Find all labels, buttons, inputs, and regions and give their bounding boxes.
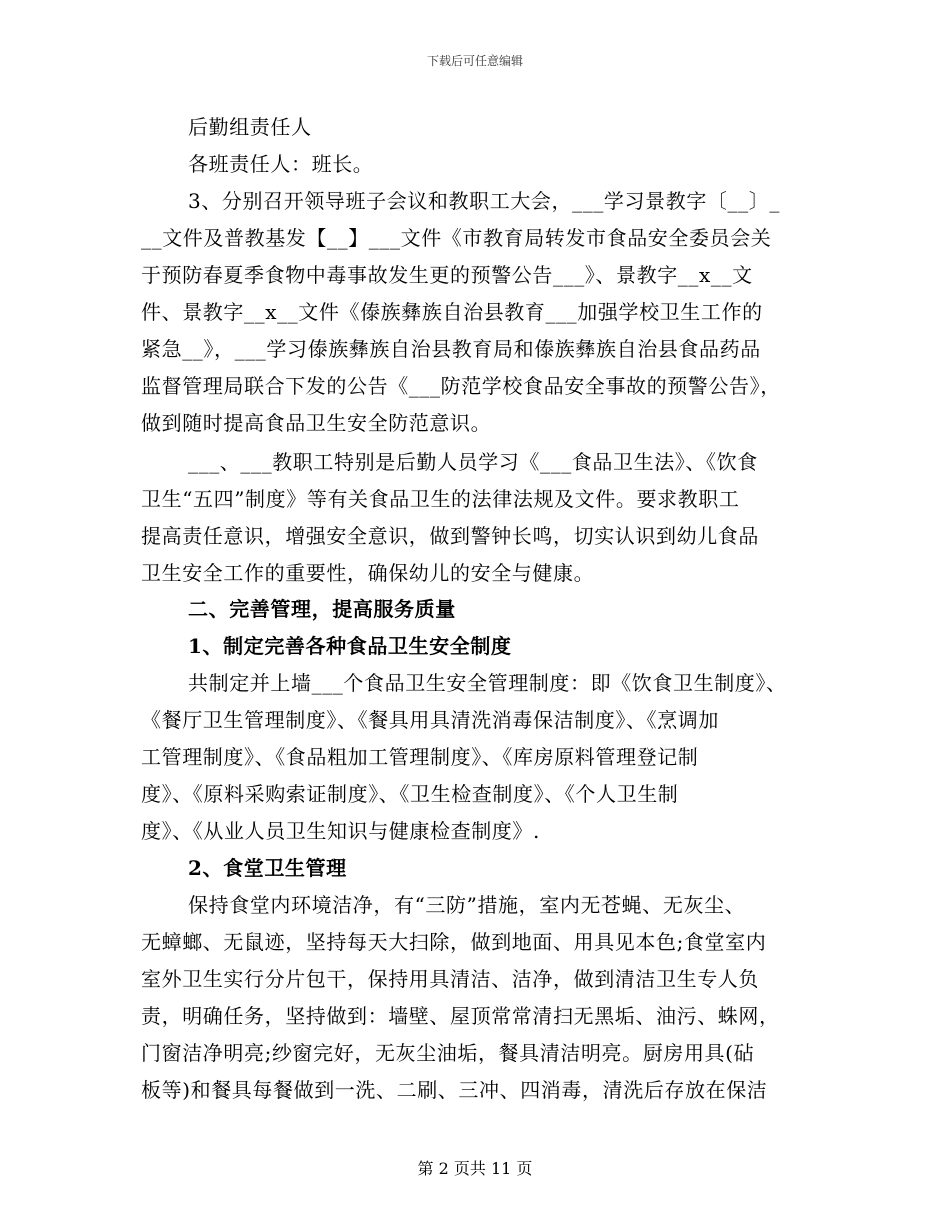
text-line: 度》、《从业人员卫生知识与健康检查制度》. [141,819,540,843]
text-line: 板等)和餐具每餐做到一洗、二刷、三冲、四消毒，清洗后存放在保洁 [141,1078,768,1102]
text-line: ___、___教职工特别是后勤人员学习《___食品卫生法》、《饮食 [188,450,758,474]
text-line: 做到随时提高食品卫生安全防范意识。 [141,411,492,435]
text-line: 卫生安全工作的重要性，确保幼儿的安全与健康。 [141,561,595,585]
text-line: __文件及普教基发【__】___文件《市教育局转发市食品安全委员会关 [141,226,772,250]
text-line: 后勤组责任人 [188,115,312,139]
text-line: 工管理制度》、《食品粗加工管理制度》、《库房原料管理登记制 [141,745,699,769]
subsection-heading: 2、食堂卫生管理 [188,856,347,880]
text-line: 件、景教字__x__文件《傣族彝族自治县教育___加强学校卫生工作的 [141,300,763,324]
text-line: 监督管理局联合下发的公告《___防范学校食品安全事故的预警公告》， [141,374,781,398]
page-footer: 第 2 页共 11 页 [417,1159,533,1178]
text-line: 门窗洁净明亮;纱窗完好，无灰尘油垢，餐具清洁明亮。厨房用具(砧 [141,1041,755,1065]
text-line: 3、分别召开领导班子会议和教职工大会，___学习景教字〔__〕_ [188,189,780,213]
subsection-heading: 1、制定完善各种食品卫生安全制度 [188,634,512,658]
text-line: 《餐厅卫生管理制度》、《餐具用具清洗消毒保洁制度》、《烹调加 [141,708,719,732]
text-line: 卫生“五四”制度》等有关食品卫生的法律法规及文件。要求教职工 [141,487,740,511]
text-line: 各班责任人：班长。 [188,152,374,176]
text-line: 责，明确任务，坚持做到：墙壁、屋顶常常清扫无黑垢、油污、蛛网， [141,1004,780,1028]
text-line: 提高责任意识，增强安全意识，做到警钟长鸣，切实认识到幼儿食品 [141,524,759,548]
text-line: 紧急__》，___学习傣族彝族自治县教育局和傣族彝族自治县食品药品 [141,337,761,361]
text-line: 室外卫生实行分片包干，保持用具清洁、洁净，做到清洁卫生专人负 [141,967,759,991]
text-line: 于预防春夏季食物中毒事故发生更的预警公告___》、景教字__x__文 [141,263,753,287]
text-line: 共制定并上墙___个食品卫生安全管理制度：即《饮食卫生制度》、 [188,671,787,695]
text-line: 度》、《原料采购索证制度》、《卫生检查制度》、《个人卫生制 [141,782,679,806]
text-line: 无蟑螂、无鼠迹，坚持每天大扫除，做到地面、用具见本色;食堂室内 [141,930,767,954]
page-header: 下载后可任意编辑 [426,54,523,68]
section-heading: 二、完善管理，提高服务质量 [188,597,456,621]
text-line: 保持食堂内环境洁净，有“三防”措施，室内无苍蝇、无灰尘、 [188,893,746,917]
